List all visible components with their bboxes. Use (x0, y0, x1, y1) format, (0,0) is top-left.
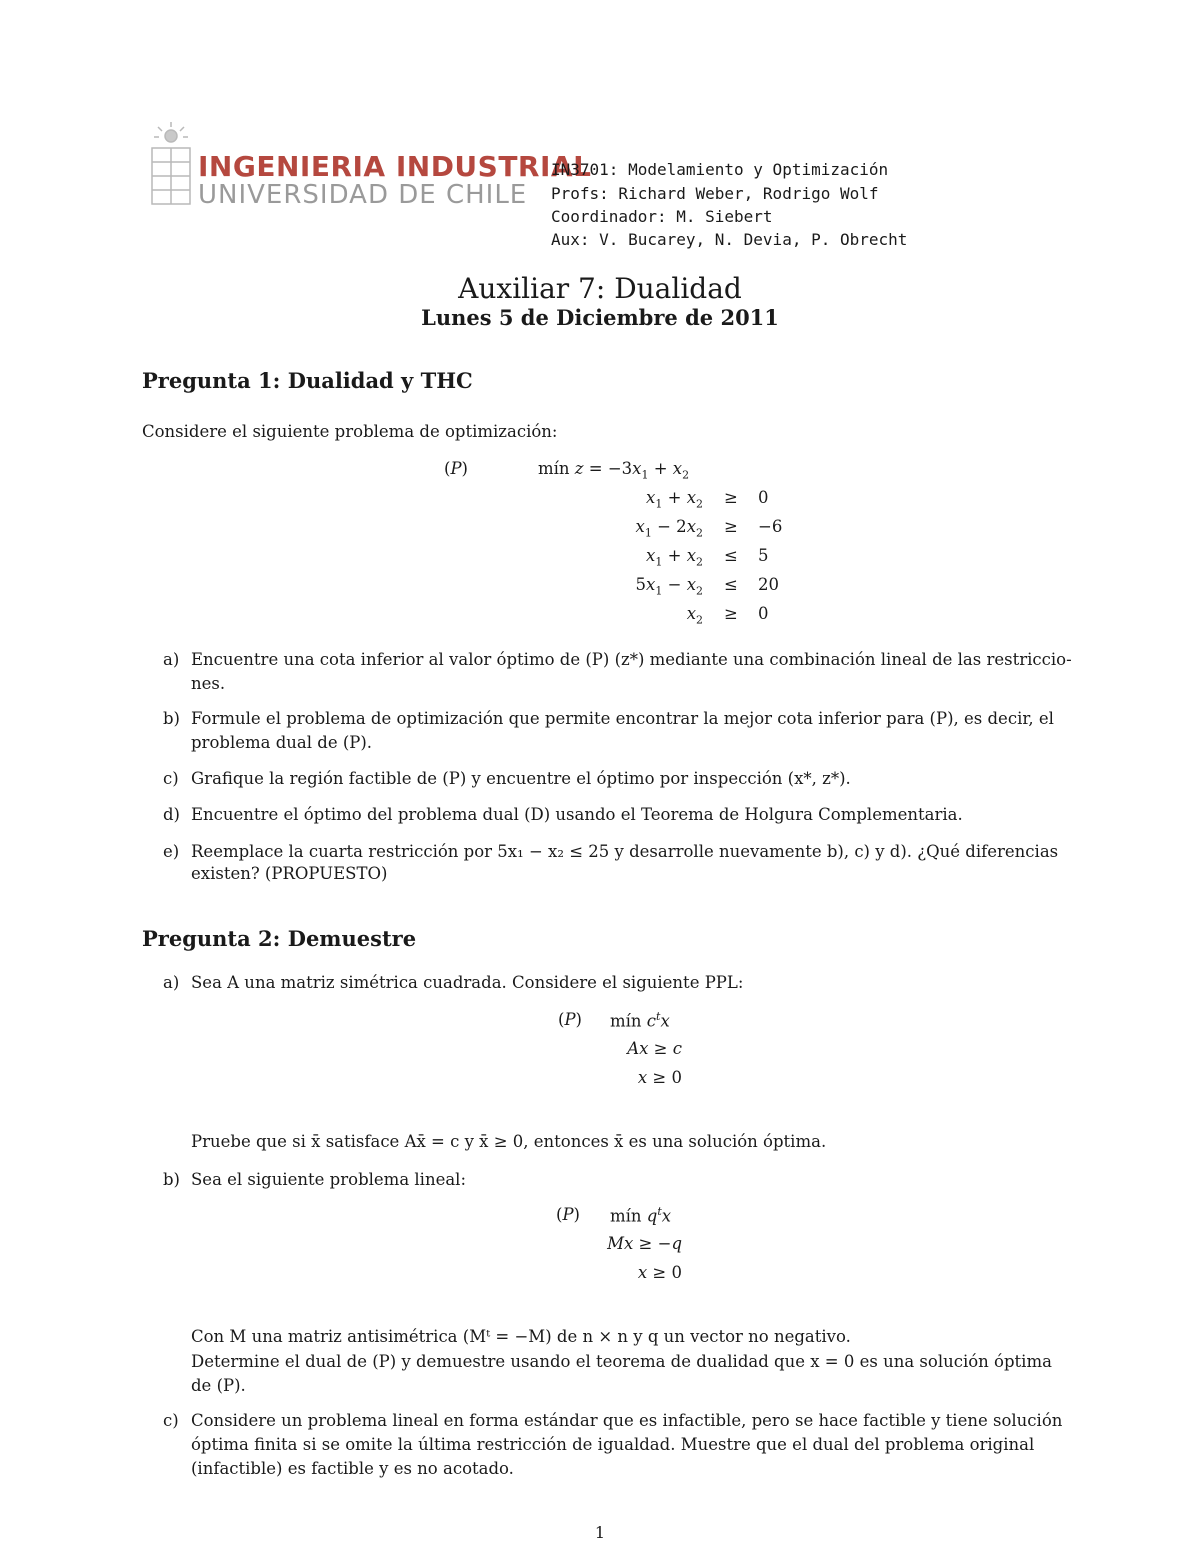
lp-constraint-rhs: 0 (758, 488, 769, 507)
page-title: Auxiliar 7: Dualidad (458, 272, 742, 305)
q2-heading: Pregunta 2: Demuestre (142, 926, 417, 951)
ppl-b-label: (P) (556, 1205, 580, 1224)
q1-heading: Pregunta 1: Dualidad y THC (142, 368, 473, 393)
q1-b-line: problema dual de (P). (191, 733, 373, 752)
q1-intro: Considere el siguiente problema de optimización: (142, 422, 558, 441)
lp-constraint-rel: ≥ (724, 488, 738, 507)
assistants: Aux: V. Bucarey, N. Devia, P. Obrecht (551, 230, 908, 249)
lp-constraint-lhs: $5x_1 - x_2$ (635, 575, 703, 598)
q2-item-label: b) (163, 1170, 180, 1189)
q2-a-line: Sea A una matriz simétrica cuadrada. Considere el siguiente PPL: (191, 973, 744, 992)
page-number: 1 (594, 1523, 606, 1542)
ppl-a-constraint: x ≥ 0 (637, 1068, 682, 1087)
q1-item-label: c) (163, 769, 179, 788)
q1-a-line: Encuentre una cota inferior al valor óptimo de (P) (z*) mediante una combinación lineal de las restriccio- (191, 650, 1072, 669)
university-logo (148, 122, 592, 210)
lp-constraint-rhs: −6 (758, 517, 783, 536)
q2-item-label: a) (163, 973, 180, 992)
lp-constraint-rhs: 5 (758, 546, 769, 565)
ppl-b-constraint: x ≥ 0 (637, 1263, 682, 1282)
q2-item-label: c) (163, 1411, 179, 1430)
lp-constraint-rhs: 20 (758, 575, 779, 594)
q1-e-line: Reemplace la cuarta restricción por 5x₁ − x₂ ≤ 25 y desarrolle nuevamente b), c) y d). ¿Qué diferencias (191, 842, 1059, 861)
ppl-a-constraint: Ax ≥ c (627, 1039, 682, 1058)
q1-item-label: b) (163, 709, 180, 728)
course-name: IN3701: Modelamiento y Optimización (551, 160, 889, 179)
q2-a-proof: Pruebe que si x̄ satisface Ax̄ = c y x̄ ≥ 0, entonces x̄ es una solución óptima. (191, 1132, 827, 1151)
q1-a-line: nes. (191, 674, 226, 693)
q1-item-label: e) (163, 842, 180, 861)
lp-constraint-rel: ≤ (724, 546, 738, 565)
lp-constraint-rel: ≥ (724, 517, 738, 536)
q1-b-line: Formule el problema de optimización que permite encontrar la mejor cota inferior para (P), es decir, el (191, 709, 1054, 728)
lp-constraint-lhs: $x_2$ (686, 604, 703, 627)
ppl-b-constraint: Mx ≥ −q (607, 1234, 682, 1253)
q1-c-line: Grafique la región factible de (P) y encuentre el óptimo por inspección (x*, z*). (191, 769, 851, 788)
q1-e-line: existen? (PROPUESTO) (191, 864, 388, 883)
q2-b-line: de (P). (191, 1376, 246, 1395)
ppl-b-objective: mín $q^tx$ (610, 1205, 672, 1226)
q2-b-line: Con M una matriz antisimétrica (Mᵗ = −M) de n × n y q un vector no negativo. (191, 1327, 851, 1346)
professors: Profs: Richard Weber, Rodrigo Wolf (551, 184, 879, 203)
lp-constraint-lhs: $x_1 + x_2$ (646, 546, 703, 569)
university-emblem-icon (148, 122, 194, 208)
q2-c-line: Considere un problema lineal en forma estándar que es infactible, pero se hace factible y tiene solución (191, 1411, 1063, 1430)
q2-c-line: óptima finita si se omite la última restricción de igualdad. Muestre que el dual del problema original (191, 1435, 1035, 1454)
page-date: Lunes 5 de Diciembre de 2011 (421, 305, 779, 330)
q1-d-line: Encuentre el óptimo del problema dual (D) usando el Teorema de Holgura Complementaria. (191, 805, 963, 824)
lp-constraint-rel: ≤ (724, 575, 738, 594)
lp-constraint-lhs: $x_1 - 2x_2$ (635, 517, 703, 540)
ppl-a-label: (P) (558, 1010, 582, 1029)
q2-b-line: Sea el siguiente problema lineal: (191, 1170, 467, 1189)
q1-item-label: a) (163, 650, 180, 669)
lp-constraint-rel: ≥ (724, 604, 738, 623)
logo-line-1: INGENIERIA INDUSTRIAL (198, 150, 592, 183)
ppl-a-objective: mín $c^tx$ (610, 1010, 670, 1031)
lp-objective: mín $z = -3x_1 + x_2$ (538, 459, 690, 482)
q2-b-line: Determine el dual de (P) y demuestre usando el teorema de dualidad que x = 0 es una solución óptima (191, 1352, 1052, 1371)
lp-label: (P) (444, 459, 468, 478)
lp-constraint-rhs: 0 (758, 604, 769, 623)
coordinator: Coordinador: M. Siebert (551, 207, 773, 226)
q1-item-label: d) (163, 805, 180, 824)
q2-c-line: (infactible) es factible y es no acotado. (191, 1459, 514, 1478)
logo-line-2: UNIVERSIDAD DE CHILE (198, 180, 528, 210)
lp-constraint-lhs: $x_1 + x_2$ (646, 488, 703, 511)
